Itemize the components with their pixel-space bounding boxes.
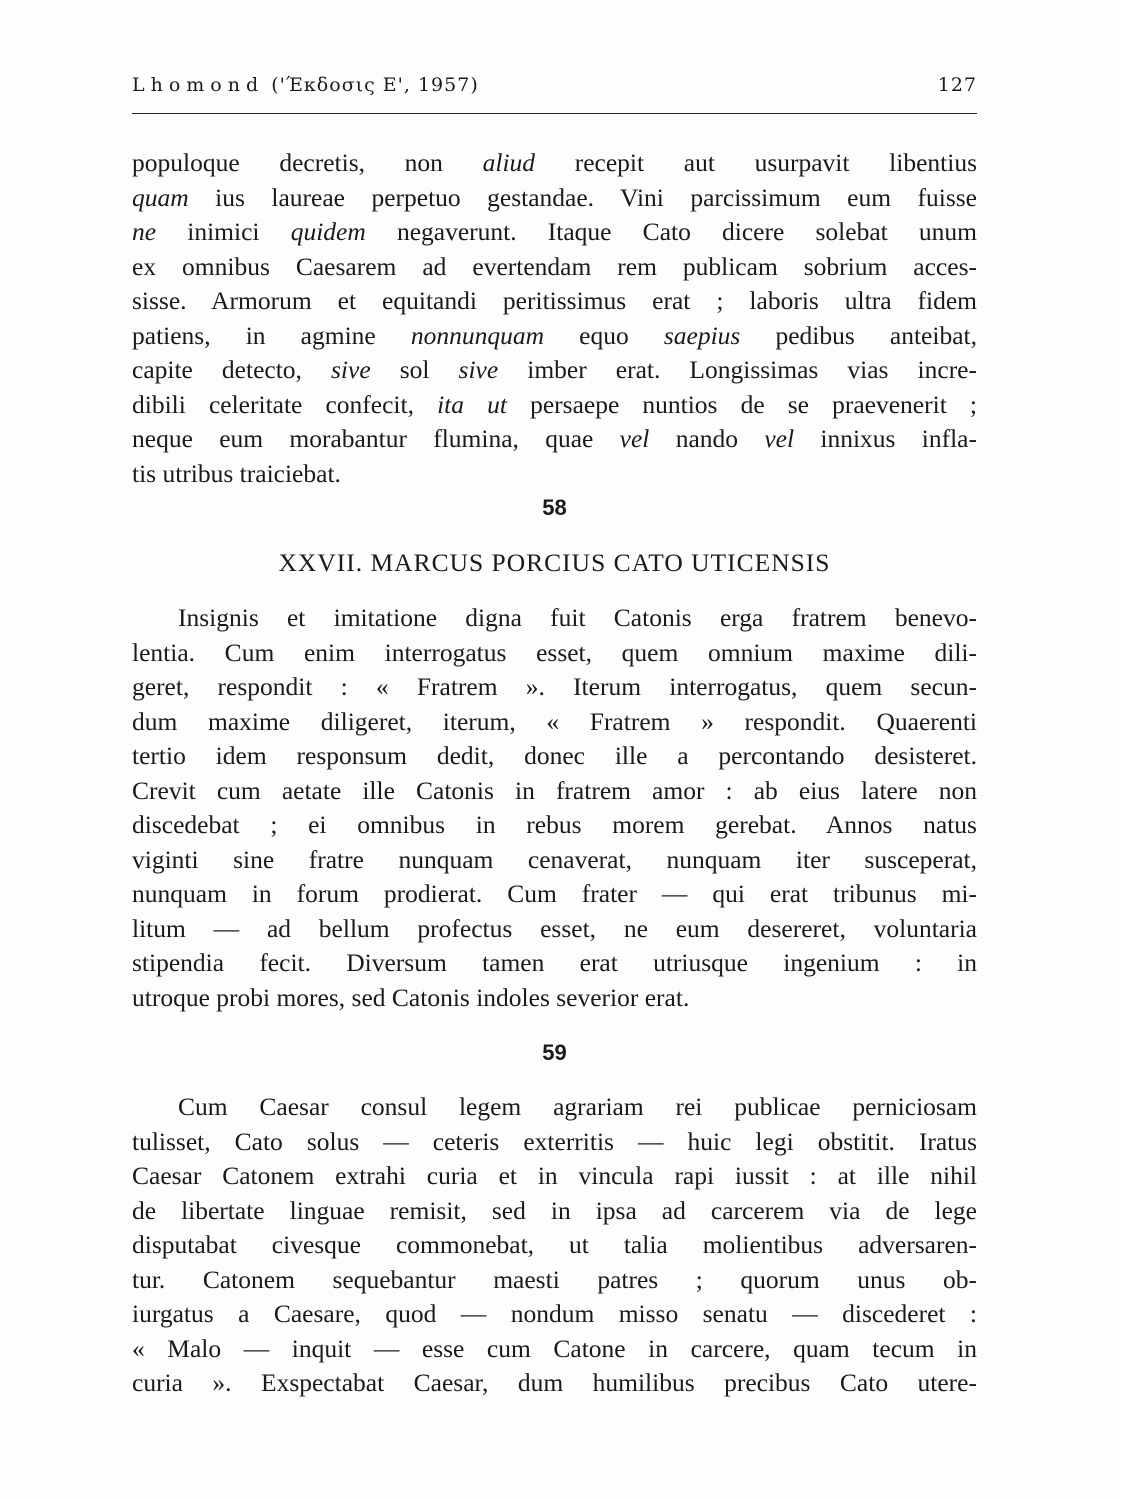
paragraph-section-58 xyxy=(132,601,977,1015)
text-line: patiens, in agmine nonnunquam equo saepius pedibus anteibat, xyxy=(132,320,977,350)
section-number-59: 59 xyxy=(542,1040,567,1065)
text-line: tertio idem responsum dedit, donec ille a percontando desisteret. xyxy=(132,741,977,770)
text-line: Crevit cum aetate ille Catonis in fratrem amor : ab eius latere non xyxy=(132,775,977,805)
text-line: sisse. Armorum et equitandi peritissimus erat ; laboris ultra fidem xyxy=(132,286,977,315)
italic-word: sive xyxy=(458,355,499,384)
edition-note: ('Έκδοσις Ε', 1957) xyxy=(271,74,479,96)
italic-word: saepius xyxy=(663,320,741,350)
italic-word: vel xyxy=(619,424,650,453)
text-line: dibili celeritate confecit, ita ut persaepe nuntios de se praevenerit ; xyxy=(132,389,977,419)
author-name: Lhomond xyxy=(132,74,265,96)
text-line: quam ius laureae perpetuo gestandae. Vini parcissimum eum fuisse xyxy=(132,182,977,212)
text-line: « Malo — inquit — esse cum Catone in carcere, quam tecum in xyxy=(132,1333,977,1363)
text-line: tur. Catonem sequebantur maesti patres ; quorum unus ob- xyxy=(132,1264,977,1294)
running-head xyxy=(132,74,977,96)
text-line: litum — ad bellum profectus esset, ne eum desereret, voluntaria xyxy=(132,913,977,943)
text-line: stipendia fecit. Diversum tamen erat utriusque ingenium : in xyxy=(132,948,977,977)
text-line: dum maxime diligeret, iterum, « Fratrem » respondit. Quaerenti xyxy=(132,706,977,736)
paragraph-continued xyxy=(132,146,977,491)
text-line: nunquam in forum prodierat. Cum frater — qui erat tribunus mi- xyxy=(132,879,977,908)
text-line: lentia. Cum enim interrogatus esset, quem omnium maxime dili- xyxy=(132,637,977,667)
text-line: utroque probi mores, sed Catonis indoles severior erat. xyxy=(132,982,690,1012)
text-line: disputabat civesque commonebat, ut talia molientibus adversaren- xyxy=(132,1230,977,1259)
text-line: discedebat ; ei omnibus in rebus morem gerebat. Annos natus xyxy=(132,810,977,839)
text-line: tulisset, Cato solus — ceteris exterritis — huic legi obstitit. Iratus xyxy=(132,1126,977,1156)
header-rule xyxy=(132,113,977,114)
running-head-title xyxy=(132,74,479,96)
text-line: Caesar Catonem extrahi curia et in vincula rapi iussit : at ille nihil xyxy=(132,1161,977,1190)
section-heading: XXVII. MARCUS PORCIUS CATO UTICENSIS xyxy=(278,548,831,577)
text-line: geret, respondit : « Fratrem ». Iterum interrogatus, quem secun- xyxy=(132,672,977,701)
italic-word: quam xyxy=(132,182,189,212)
text-line: ex omnibus Caesarem ad evertendam rem publicam sobrium acces- xyxy=(132,251,977,281)
text-line: Insignis et imitatione digna fuit Catonis erga fratrem benevo- xyxy=(178,603,977,632)
page-number: 127 xyxy=(937,74,977,96)
italic-word: quidem xyxy=(290,217,366,246)
text-line: de libertate linguae remisit, sed in ipsa ad carcerem via de lege xyxy=(132,1195,977,1225)
italic-word: aliud xyxy=(482,148,536,177)
italic-word: vel xyxy=(764,424,795,453)
text-line: curia ». Exspectabat Caesar, dum humilibus precibus Cato utere- xyxy=(132,1368,977,1397)
text-line: neque eum morabantur flumina, quae vel nando vel innixus infla- xyxy=(132,424,977,453)
text-line: Cum Caesar consul legem agrariam rei publicae perniciosam xyxy=(178,1092,977,1121)
text-line: tis utribus traiciebat. xyxy=(132,458,341,488)
text-line: capite detecto, sive sol sive imber erat. Longissimas vias incre- xyxy=(132,355,977,384)
text-line: ne inimici quidem negaverunt. Itaque Cato dicere solebat unum xyxy=(132,217,977,246)
text-line: iurgatus a Caesare, quod — nondum misso senatu — discederet : xyxy=(132,1299,977,1328)
section-number-58: 58 xyxy=(542,495,567,520)
italic-word: ita ut xyxy=(437,389,507,419)
italic-word: sive xyxy=(331,355,371,384)
text-line: populoque decretis, non aliud recepit aut usurpavit libentius xyxy=(132,148,977,177)
italic-word: ne xyxy=(132,217,157,246)
text-line: viginti sine fratre nunquam cenaverat, nunquam iter susceperat, xyxy=(132,844,977,874)
paragraph-section-59 xyxy=(132,1090,977,1401)
italic-word: nonnunquam xyxy=(410,320,545,350)
